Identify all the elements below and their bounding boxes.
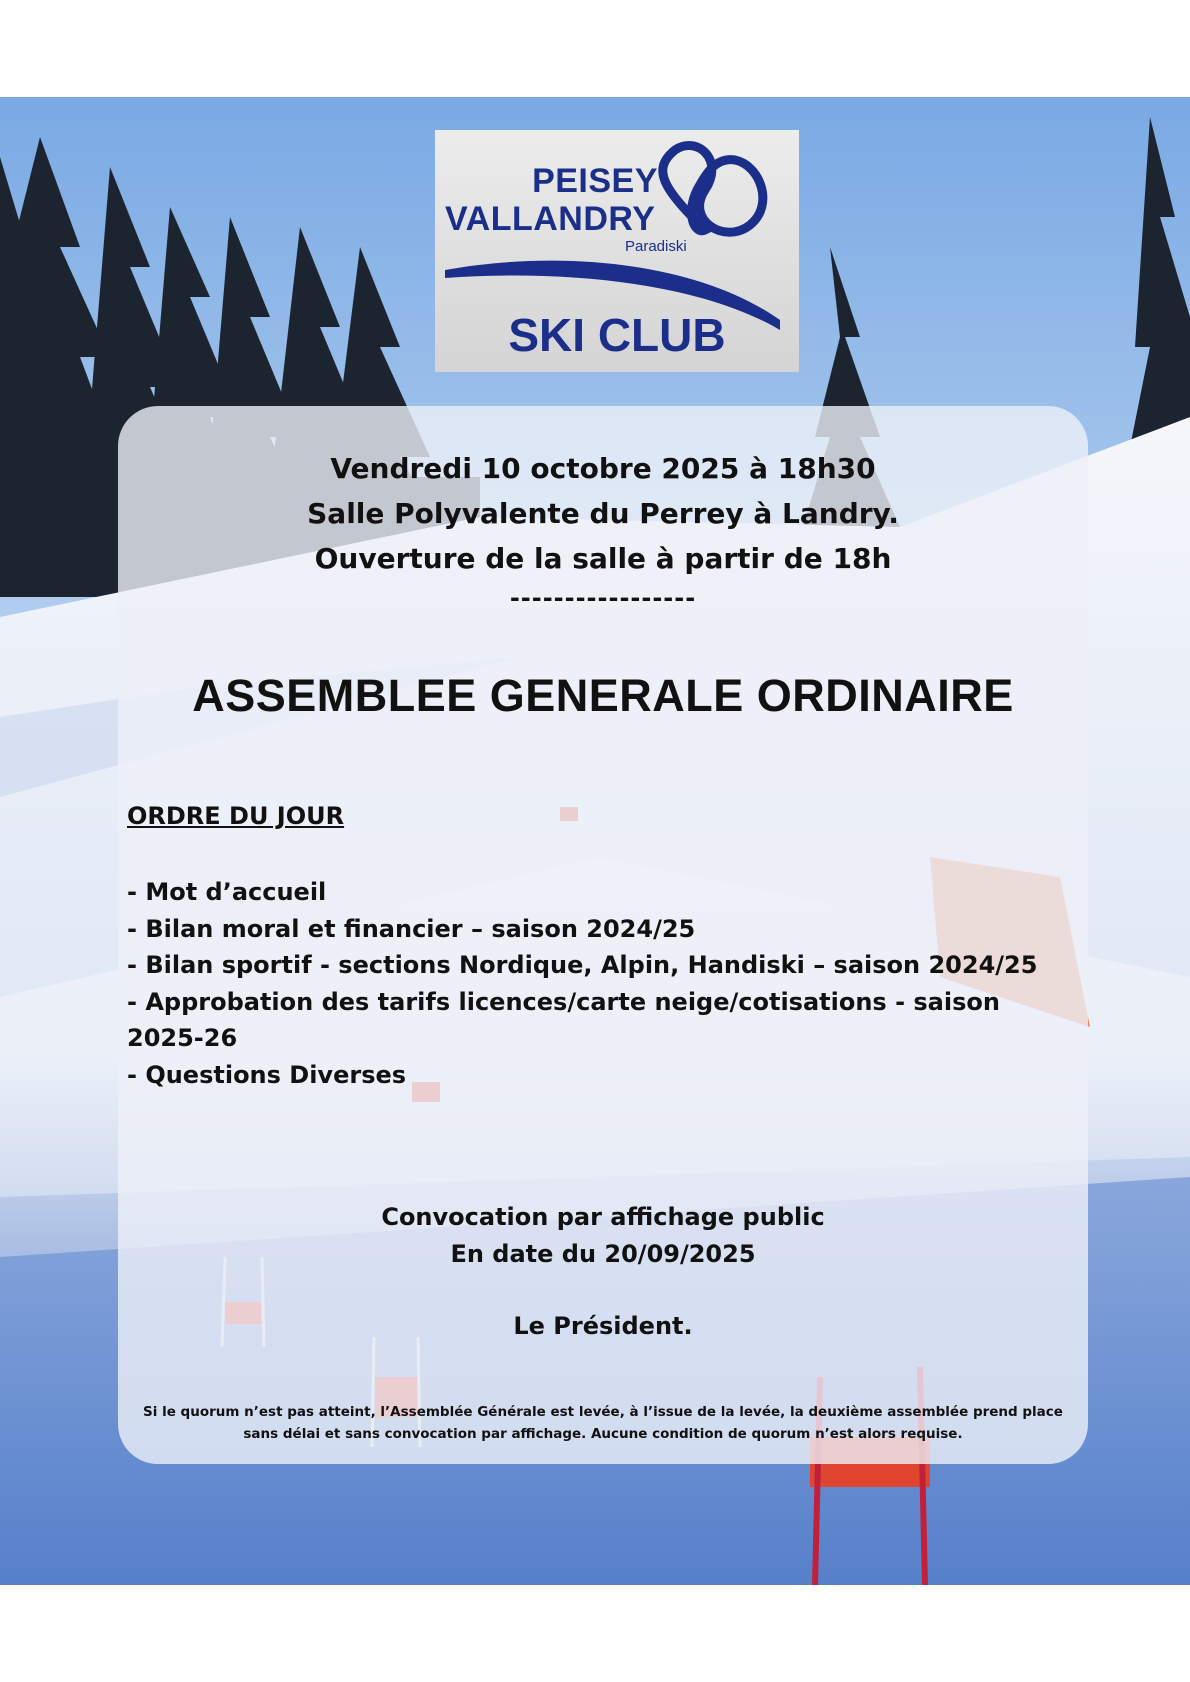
agenda-list — [127, 874, 1077, 1093]
page-title: ASSEMBLEE GENERALE ORDINAIRE — [192, 670, 1014, 721]
separator-dashes: ----------------- — [509, 584, 697, 612]
signature: Le Président. — [513, 1312, 693, 1340]
agenda-heading: ORDRE DU JOUR — [127, 802, 345, 830]
logo-line-vallandry: VALLANDRY — [445, 200, 656, 238]
convocation-line-2: En date du 20/09/2025 — [450, 1240, 756, 1268]
logo-line-peisey: PEISEY — [532, 162, 658, 200]
agenda-item: - Questions Diverses — [127, 1060, 407, 1089]
logo-line-ski-club: SKI CLUB — [508, 309, 726, 361]
event-date-time: Vendredi 10 octobre 2025 à 18h30 — [330, 452, 876, 485]
agenda-item: - Bilan moral et financier – saison 2024/25 — [127, 914, 696, 943]
logo-line-paradiski: Paradiski — [625, 238, 687, 255]
agenda-item: - Approbation des tarifs licences/carte neige/cotisations - saison 2025-26 — [127, 987, 1000, 1052]
quorum-note: Si le quorum n’est pas atteint, l’Assemblée Générale est levée, à l’issue de la levée, la deuxième assemblée prend place sans délai et sans convocation par affichage. Aucune condition de quorum n’est alors requise. — [143, 1404, 1063, 1442]
agenda-item: - Bilan sportif - sections Nordique, Alpin, Handiski – saison 2024/25 — [127, 951, 1038, 979]
agenda-item: - Mot d’accueil — [127, 878, 327, 906]
event-opening: Ouverture de la salle à partir de 18h — [314, 542, 892, 575]
convocation-line-1: Convocation par affichage public — [381, 1203, 825, 1231]
ski-club-logo — [435, 130, 799, 372]
event-venue: Salle Polyvalente du Perrey à Landry. — [307, 497, 899, 530]
